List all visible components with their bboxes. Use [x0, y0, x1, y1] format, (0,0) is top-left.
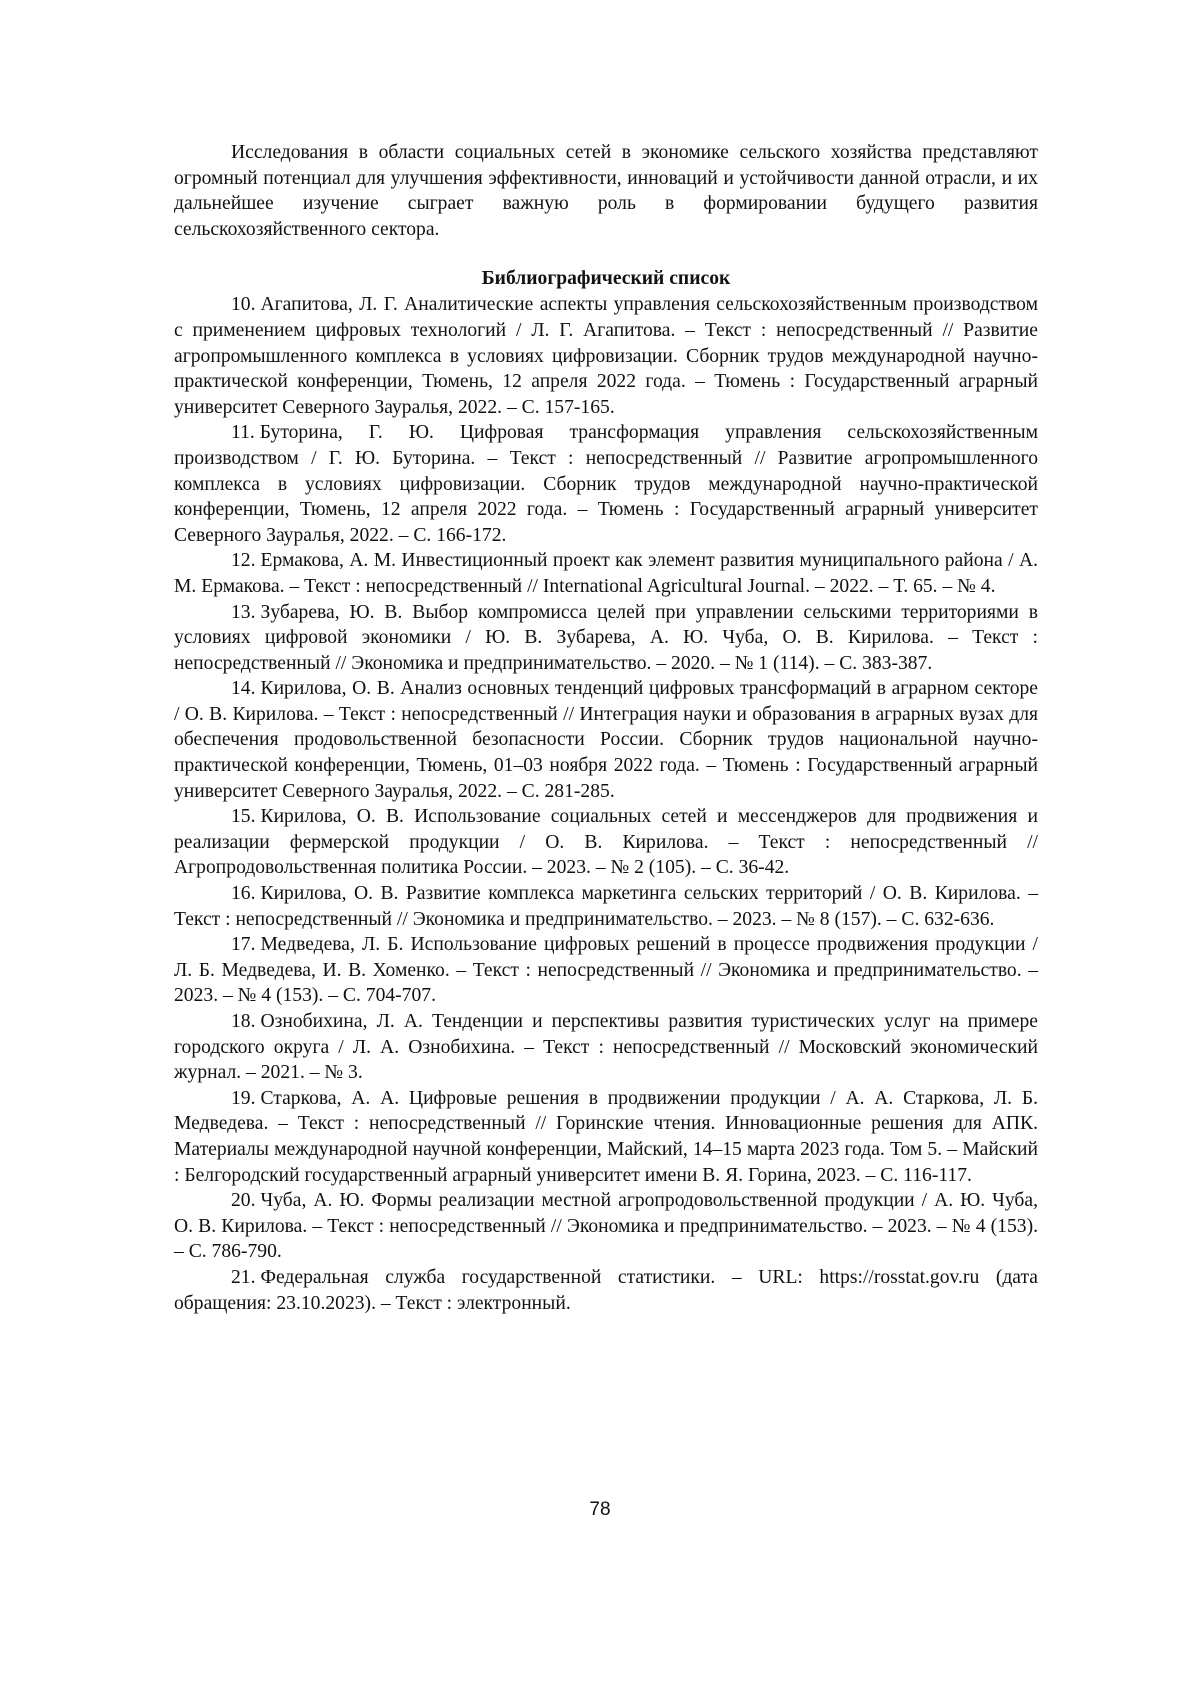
bibliography-title: Библиографический список	[481, 268, 731, 290]
bibliography-item	[174, 548, 1038, 599]
bibliography-item	[174, 881, 1038, 932]
item-text: Зубарева, Ю. В. Выбор компромисса целей при управлении сельскими территориями в условиях цифровой экономики / Ю. В. Зубарева, А. Ю. Чуба, О. В. Кирилова. – Текст : непосредственный // Экономика и предпринимательство. – 2020. – № 1 (114). – С. 383-387.	[174, 601, 1038, 674]
item-number: 18.	[231, 1011, 256, 1032]
item-number: 12.	[231, 550, 256, 572]
item-text: Кирилова, О. В. Анализ основных тенденций цифровых трансформаций в аграрном секторе / О. В. Кирилова. – Текст : непосредственный // Интеграция науки и образования в аграрных вузах для обеспечения продовольственной безопасности России. Сборник трудов национальной научно-практической конференции, Тюмень, 01–03 ноября 2022 года. – Тюмень : Государственный аграрный университет Северного Зауралья, 2022. – С. 281-285.	[174, 678, 1038, 802]
bibliography-item	[174, 420, 1038, 548]
item-number: 19.	[231, 1087, 256, 1109]
item-number: 21.	[231, 1266, 256, 1288]
bibliography-item	[174, 804, 1038, 881]
item-number: 13.	[231, 601, 256, 623]
bibliography-list	[174, 292, 1038, 1316]
item-text: Кирилова, О. В. Использование социальных сетей и мессенджеров для продвижения и реализации фермерской продукции / О. В. Кирилова. – Текст : непосредственный // Агропродовольственная политика России. – 2023. – № 2 (105). – С. 36-42.	[174, 806, 1038, 879]
item-text: Ознобихина, Л. А. Тенденции и перспективы развития туристических услуг на примере городского округа / Л. А. Ознобихина. – Текст : непосредственный // Московский экономический журнал. – 2021. – № 3.	[174, 1011, 1038, 1084]
bibliography-item	[174, 1086, 1038, 1188]
item-number: 11.	[231, 422, 255, 444]
bibliography-item	[174, 676, 1038, 804]
item-text: Старкова, А. А. Цифровые решения в продвижении продукции / А. А. Старкова, Л. Б. Медведева. – Текст : непосредственный // Горинские чтения. Инновационные решения для АПК. Материалы международной научной конференции, Майский, 14–15 марта 2023 года. Том 5. – Майский : Белгородский государственный аграрный университет имени В. Я. Горина, 2023. – С. 116-117.	[174, 1087, 1038, 1186]
item-text: Ермакова, А. М. Инвестиционный проект как элемент развития муниципального района / А. М. Ермакова. – Текст : непосредственный // International Agricultural Journal. – 2022. – Т. 65. – № 4.	[174, 550, 1038, 597]
item-number: 14.	[231, 678, 256, 700]
bibliography-item	[174, 1265, 1038, 1316]
bibliography-item	[174, 1009, 1038, 1086]
item-text: Федеральная служба государственной статистики. – URL: https://rosstat.gov.ru (дата обращения: 23.10.2023). – Текст : электронный.	[174, 1266, 1038, 1314]
item-number: 15.	[231, 806, 256, 828]
bibliography-item	[174, 292, 1038, 420]
item-text: Кирилова, О. В. Развитие комплекса маркетинга сельских территорий / О. В. Кирилова. – Текст : непосредственный // Экономика и предпринимательство. – 2023. – № 8 (157). – С. 632-636.	[174, 883, 1038, 930]
bibliography-item	[174, 1188, 1038, 1265]
intro-paragraph: Исследования в области социальных сетей в экономике сельского хозяйства представляют огромный потенциал для улучшения эффективности, инноваций и устойчивости данной отрасли, и их дальнейшее изучение сыграет важную роль в формировании будущего развития сельскохозяйственного сектора.	[174, 142, 1038, 240]
bibliography-item	[174, 932, 1038, 1009]
item-number: 17.	[231, 934, 256, 956]
bibliography-item	[174, 600, 1038, 677]
page-number: 78	[589, 1499, 611, 1520]
item-text: Чуба, А. Ю. Формы реализации местной агропродовольственной продукции / А. Ю. Чуба, О. В. Кирилова. – Текст : непосредственный // Экономика и предпринимательство. – 2023. – № 4 (153). – С. 786-790.	[174, 1190, 1038, 1263]
document-page	[174, 140, 1038, 1316]
item-text: Буторина, Г. Ю. Цифровая трансформация управления сельскохозяйственным производством / Г. Ю. Буторина. – Текст : непосредственный // Развитие агропромышленного комплекса в условиях цифровизации. Сборник трудов международной научно-практической конференции, Тюмень, 12 апреля 2022 года. – Тюмень : Государственный аграрный университет Северного Зауралья, 2022. – С. 166-172.	[174, 422, 1038, 546]
item-text: Медведева, Л. Б. Использование цифровых решений в процессе продвижения продукции / Л. Б. Медведева, И. В. Хоменко. – Текст : непосредственный // Экономика и предпринимательство. – 2023. – № 4 (153). – С. 704-707.	[174, 934, 1038, 1007]
item-text: Агапитова, Л. Г. Аналитические аспекты управления сельскохозяйственным производством с применением цифровых технологий / Л. Г. Агапитова. – Текст : непосредственный // Развитие агропромышленного комплекса в условиях цифровизации. Сборник трудов международной научно-практической конференции, Тюмень, 12 апреля 2022 года. – Тюмень : Государственный аграрный университет Северного Зауралья, 2022. – С. 157-165.	[174, 294, 1038, 418]
item-number: 16.	[231, 883, 256, 905]
item-number: 20.	[231, 1190, 256, 1212]
item-number: 10.	[231, 294, 256, 316]
